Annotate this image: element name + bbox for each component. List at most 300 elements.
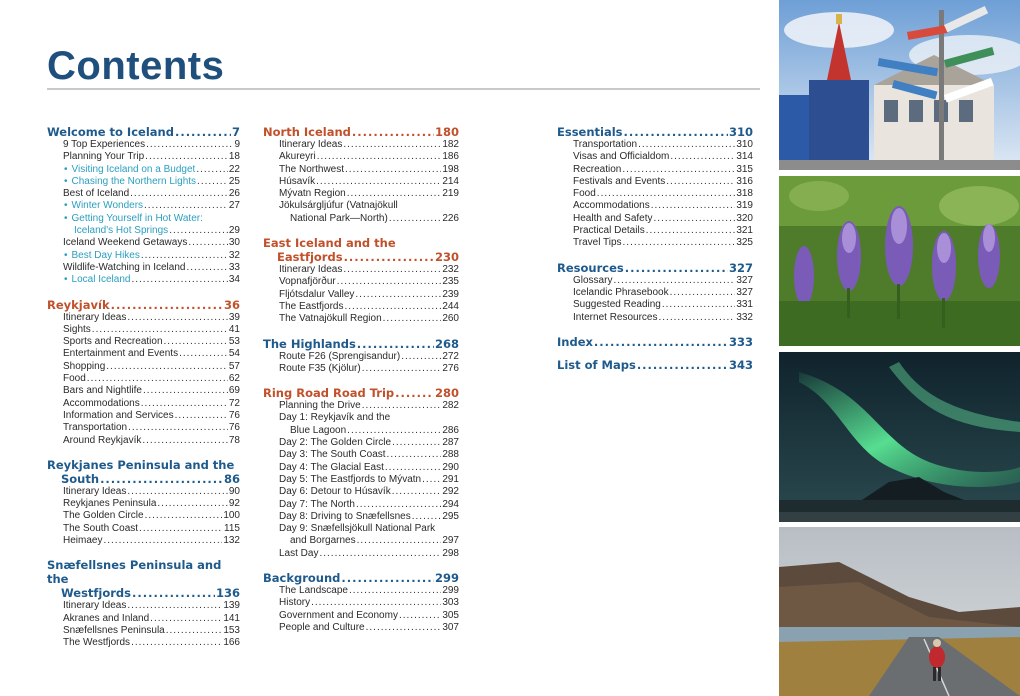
toc-entry[interactable] xyxy=(263,486,459,498)
toc-entry-label: Last Day xyxy=(279,547,319,559)
toc-entry[interactable] xyxy=(47,523,240,535)
toc-entry-label: Jökulsárgljúfur (Vatnajökull xyxy=(279,200,398,212)
toc-entry-page: 153 xyxy=(223,624,240,636)
dot-leader xyxy=(141,250,228,262)
toc-entry[interactable] xyxy=(263,597,459,609)
dot-leader xyxy=(387,449,442,461)
section-heading-label: North Iceland xyxy=(263,125,351,139)
toc-entry-page: 78 xyxy=(228,434,240,446)
dot-leader xyxy=(145,510,223,522)
toc-entry-page: 22 xyxy=(228,163,240,175)
toc-entry-label: Shopping xyxy=(63,360,106,372)
toc-entry[interactable] xyxy=(263,188,459,200)
dot-leader xyxy=(392,437,441,449)
toc-entry-label: Bars and Nightlife xyxy=(63,385,142,397)
section-heading-page: 343 xyxy=(728,357,753,372)
toc-entry-page: 182 xyxy=(442,139,459,150)
toc-entry-label: Snæfellsnes Peninsula xyxy=(63,624,165,636)
toc-entry-page: 290 xyxy=(442,461,459,473)
toc-entry-label: Akranes and Inland xyxy=(63,612,150,624)
section-heading-label: Essentials xyxy=(557,125,623,139)
section-heading[interactable] xyxy=(263,337,459,351)
dot-leader xyxy=(389,213,442,225)
toc-entry-highlight[interactable] xyxy=(47,250,240,262)
toc-entry-label: Day 4: The Glacial East xyxy=(279,461,384,473)
toc-entry-label: The South Coast xyxy=(63,522,139,534)
toc-entry[interactable] xyxy=(263,585,459,597)
toc-entry[interactable] xyxy=(557,275,753,287)
section-heading-page: 86 xyxy=(223,471,240,486)
toc-entry[interactable] xyxy=(263,151,459,163)
dot-leader xyxy=(150,613,222,625)
dot-leader xyxy=(662,299,735,311)
toc-entry[interactable] xyxy=(47,625,240,637)
section-heading[interactable] xyxy=(47,298,240,312)
toc-entry[interactable] xyxy=(263,301,459,313)
toc-entry[interactable] xyxy=(47,324,240,336)
toc-entry-label: Food xyxy=(573,188,596,200)
toc-entry-page: 260 xyxy=(442,313,459,325)
toc-entry-label: Day 9: Snæfellsjökull National Park xyxy=(279,523,436,535)
dot-leader xyxy=(128,422,228,434)
section-heading-page: 268 xyxy=(434,336,459,351)
toc-entry-page: 276 xyxy=(442,362,459,374)
toc-entry[interactable] xyxy=(263,523,459,535)
toc-entry-page: 41 xyxy=(228,323,240,335)
toc-entry-label: Itinerary Ideas xyxy=(63,600,127,612)
toc-entry[interactable] xyxy=(47,410,240,422)
dot-leader xyxy=(345,164,441,176)
toc-entry-label: Reykjanes Peninsula xyxy=(63,498,157,510)
toc-entry-label: The Eastfjords xyxy=(279,300,344,312)
dot-leader xyxy=(347,425,441,437)
dot-leader xyxy=(344,301,441,313)
toc-entry[interactable] xyxy=(263,535,459,547)
toc-entry-page: 298 xyxy=(442,547,459,559)
toc-column-3 xyxy=(557,125,753,381)
section-heading-label: The Highlands xyxy=(263,336,356,351)
section-heading-page: 310 xyxy=(728,125,753,139)
toc-entry-label: Day 3: The South Coast xyxy=(279,449,386,461)
section-east xyxy=(263,236,459,325)
toc-entry[interactable] xyxy=(47,422,240,434)
toc-entry-page: 239 xyxy=(442,288,459,300)
section-heading-page: 333 xyxy=(728,334,753,349)
dot-leader xyxy=(383,313,442,325)
section-heading[interactable] xyxy=(263,386,459,400)
dot-leader xyxy=(666,176,735,188)
section-reykjavik xyxy=(47,298,240,447)
toc-entry-label: Local Iceland xyxy=(71,274,131,286)
section-heading[interactable] xyxy=(557,125,753,139)
toc-entry-page: 30 xyxy=(228,237,240,249)
toc-entry-page: 297 xyxy=(442,535,459,547)
toc-entry-highlight[interactable] xyxy=(47,274,240,286)
section-heading[interactable] xyxy=(557,261,753,275)
toc-entry-label: Accommodations xyxy=(573,200,650,212)
toc-entry[interactable] xyxy=(47,600,240,612)
toc-entry-page: 314 xyxy=(736,151,753,163)
toc-entry-page: 232 xyxy=(442,264,459,276)
toc-entry-label: Accommodations xyxy=(63,397,140,409)
dot-leader xyxy=(356,499,441,511)
toc-entry[interactable] xyxy=(557,225,753,237)
photo-lupine-flowers xyxy=(779,176,1020,346)
toc-entry[interactable] xyxy=(47,613,240,625)
toc-entry-label: Transportation xyxy=(573,139,638,150)
dot-leader xyxy=(343,139,441,151)
toc-entry[interactable] xyxy=(263,437,459,449)
section-heading[interactable] xyxy=(47,472,240,486)
toc-entry-label: Icelandic Phrasebook xyxy=(573,286,669,298)
toc-entry-page: 198 xyxy=(442,163,459,175)
toc-entry-label: Internet Resources xyxy=(573,311,658,323)
toc-entry-page: 282 xyxy=(442,400,459,412)
toc-entry[interactable] xyxy=(263,449,459,461)
toc-entry-page: 307 xyxy=(442,621,459,633)
toc-entry-page: 303 xyxy=(442,597,459,609)
dot-leader xyxy=(651,200,736,212)
toc-entry-page: 54 xyxy=(228,348,240,360)
toc-entry-page: 186 xyxy=(442,151,459,163)
toc-entry-page: 214 xyxy=(442,175,459,187)
dot-leader xyxy=(638,139,735,151)
toc-entry-highlight[interactable] xyxy=(47,213,240,225)
page-title: Contents xyxy=(47,44,225,88)
toc-entry[interactable] xyxy=(557,312,753,324)
toc-entry-label: Planning the Drive xyxy=(279,400,361,412)
toc-entry[interactable] xyxy=(557,151,753,163)
toc-entry-label: Winter Wonders xyxy=(71,200,144,212)
dot-leader xyxy=(646,225,736,237)
dot-leader xyxy=(337,276,442,288)
toc-entry[interactable] xyxy=(557,188,753,200)
section-heading-label: Index xyxy=(557,334,593,349)
dot-leader xyxy=(106,361,228,373)
dot-leader xyxy=(127,312,228,324)
dot-leader xyxy=(131,637,222,649)
bullet-icon: • xyxy=(64,175,68,187)
toc-entry[interactable] xyxy=(47,435,240,447)
dot-leader xyxy=(186,262,227,274)
dot-leader xyxy=(145,151,228,163)
dot-leader xyxy=(316,176,441,188)
toc-entry-page: 18 xyxy=(228,151,240,163)
section-heading-line1[interactable]: East Iceland and the xyxy=(263,236,396,251)
toc-entry[interactable] xyxy=(47,336,240,348)
toc-entry-label: Around Reykjavík xyxy=(63,434,142,446)
section-heading-label: Background xyxy=(263,571,341,586)
title-rule xyxy=(47,88,760,90)
toc-entry-label: National Park—North) xyxy=(290,212,388,224)
toc-entry[interactable] xyxy=(263,313,459,325)
toc-entry[interactable] xyxy=(557,213,753,225)
section-heading-line1[interactable]: Reykjanes Peninsula and the xyxy=(47,457,235,472)
section-heading-page: 7 xyxy=(231,125,240,139)
toc-entry[interactable] xyxy=(47,139,240,151)
dot-leader xyxy=(349,585,441,597)
dot-leader xyxy=(92,324,228,336)
dot-leader xyxy=(146,139,233,151)
toc-entry[interactable] xyxy=(557,287,753,299)
toc-entry[interactable] xyxy=(263,499,459,511)
toc-entry[interactable] xyxy=(263,139,459,151)
toc-entry-label: Best Day Hikes xyxy=(71,249,140,261)
toc-entry-label: The Northwest xyxy=(279,163,345,175)
bullet-icon: • xyxy=(64,274,68,286)
toc-entry[interactable] xyxy=(263,610,459,622)
toc-entry-label: Transportation xyxy=(63,422,128,434)
toc-entry[interactable] xyxy=(47,398,240,410)
toc-entry[interactable] xyxy=(263,363,459,375)
toc-entry-page: 62 xyxy=(228,373,240,385)
toc-entry[interactable] xyxy=(47,373,240,385)
toc-entry-label: Sports and Recreation xyxy=(63,336,163,348)
toc-entry[interactable] xyxy=(47,385,240,397)
toc-entry[interactable] xyxy=(47,498,240,510)
toc-entry-page: 327 xyxy=(736,286,753,298)
dot-leader xyxy=(169,225,228,237)
toc-entry-page: 294 xyxy=(442,498,459,510)
toc-entry[interactable] xyxy=(263,412,459,424)
dot-leader xyxy=(130,188,228,200)
section-heading-label: South xyxy=(61,471,100,486)
dot-leader xyxy=(357,535,442,547)
dot-leader xyxy=(197,176,228,188)
toc-entry[interactable] xyxy=(263,264,459,276)
toc-entry[interactable] xyxy=(263,511,459,523)
toc-entry[interactable] xyxy=(263,462,459,474)
dot-leader xyxy=(179,348,228,360)
toc-entry-page: 226 xyxy=(442,212,459,224)
toc-entry-label: Recreation xyxy=(573,163,622,175)
dot-leader xyxy=(157,498,227,510)
toc-entry-label: History xyxy=(279,597,311,609)
dot-leader xyxy=(622,164,735,176)
toc-entry-label: Food xyxy=(63,373,86,385)
section-welcome xyxy=(47,125,240,287)
toc-entry[interactable] xyxy=(47,361,240,373)
section-heading-label: Ring Road Road Trip xyxy=(263,386,395,401)
toc-entry-page: 9 xyxy=(234,139,240,150)
toc-entry[interactable] xyxy=(263,622,459,634)
section-index xyxy=(557,335,753,349)
toc-entry-page: 76 xyxy=(228,409,240,421)
toc-entry[interactable] xyxy=(47,637,240,649)
toc-entry-label: Information and Services xyxy=(63,409,174,421)
toc-entry-page: 219 xyxy=(442,188,459,200)
toc-entry[interactable] xyxy=(263,425,459,437)
section-heading-page: 136 xyxy=(215,586,240,601)
toc-entry[interactable] xyxy=(557,164,753,176)
toc-entry-page: 291 xyxy=(442,473,459,485)
toc-entry[interactable] xyxy=(557,200,753,212)
toc-entry-page: 332 xyxy=(736,311,753,323)
toc-entry[interactable] xyxy=(47,348,240,360)
toc-entry-label: Chasing the Northern Lights xyxy=(71,175,197,187)
dot-leader xyxy=(175,410,228,422)
section-heading[interactable] xyxy=(557,335,753,349)
dot-leader xyxy=(103,535,222,547)
toc-entry[interactable] xyxy=(47,312,240,324)
toc-entry-page: 32 xyxy=(228,249,240,261)
toc-entry-highlight[interactable] xyxy=(47,176,240,188)
toc-entry-label: Vopnafjörður xyxy=(279,276,336,288)
toc-entry-label: Blue Lagoon xyxy=(290,424,347,436)
toc-entry[interactable] xyxy=(263,213,459,225)
photo-church-signposts xyxy=(779,0,1020,170)
dot-leader xyxy=(659,312,736,324)
toc-entry[interactable] xyxy=(557,299,753,311)
section-heading-page: 230 xyxy=(434,250,459,265)
toc-entry[interactable] xyxy=(263,289,459,301)
section-heading-label: List of Maps xyxy=(557,357,636,372)
toc-entry-highlight[interactable] xyxy=(47,164,240,176)
toc-entry[interactable] xyxy=(47,151,240,163)
toc-entry[interactable] xyxy=(263,276,459,288)
toc-entry-label: Day 8: Driving to Snæfellsnes xyxy=(279,510,411,522)
toc-entry[interactable] xyxy=(47,510,240,522)
dot-leader xyxy=(139,523,223,535)
toc-entry-page: 235 xyxy=(442,276,459,288)
dot-leader xyxy=(166,625,223,637)
section-heading[interactable] xyxy=(557,358,753,372)
toc-entry-label: 9 Top Experiences xyxy=(63,139,146,150)
toc-entry[interactable] xyxy=(263,164,459,176)
dot-leader xyxy=(623,237,736,249)
dot-leader xyxy=(385,462,441,474)
section-heading-label: Eastfjords xyxy=(277,250,343,265)
toc-entry-page: 319 xyxy=(736,200,753,212)
section-heading[interactable] xyxy=(263,250,459,264)
dot-leader xyxy=(141,398,228,410)
dot-leader xyxy=(355,289,441,301)
toc-entry-label: Iceland's Hot Springs xyxy=(74,225,169,237)
dot-leader xyxy=(422,474,441,486)
section-heading-page: 36 xyxy=(223,297,240,312)
toc-entry[interactable] xyxy=(263,200,459,212)
section-heading-page: 327 xyxy=(728,260,753,275)
toc-entry[interactable] xyxy=(263,548,459,560)
toc-entry[interactable] xyxy=(47,486,240,498)
section-heading[interactable] xyxy=(47,125,240,139)
dot-leader xyxy=(597,188,736,200)
section-heading[interactable] xyxy=(263,125,459,139)
toc-entry[interactable] xyxy=(47,188,240,200)
toc-entry-page: 320 xyxy=(736,212,753,224)
toc-entry[interactable] xyxy=(47,535,240,547)
toc-entry-page: 299 xyxy=(442,585,459,597)
toc-entry-page: 132 xyxy=(223,535,240,547)
dot-leader xyxy=(401,351,441,363)
toc-entry-label: Itinerary Ideas xyxy=(63,485,127,497)
bullet-icon: • xyxy=(64,212,68,224)
toc-entry-page: 287 xyxy=(442,437,459,449)
toc-entry-label: Route F26 (Sprengisandur) xyxy=(279,350,401,362)
toc-entry-page: 115 xyxy=(224,522,240,534)
toc-entry-page: 26 xyxy=(228,188,240,200)
dot-leader xyxy=(362,400,442,412)
toc-entry-label: Húsavík xyxy=(279,175,316,187)
toc-entry-label: Day 7: The North xyxy=(279,498,355,510)
toc-entry-highlight[interactable] xyxy=(47,225,240,237)
toc-entry[interactable] xyxy=(47,237,240,249)
toc-entry-label: Getting Yourself in Hot Water: xyxy=(71,212,203,224)
toc-entry-page: 29 xyxy=(228,225,240,237)
dot-leader xyxy=(127,600,222,612)
dot-leader xyxy=(87,373,228,385)
toc-entry-label: Festivals and Events xyxy=(573,175,666,187)
section-heading[interactable] xyxy=(263,571,459,585)
toc-entry-label: Day 5: The Eastfjords to Mývatn xyxy=(279,473,422,485)
section-heading-line1[interactable]: Snæfellsnes Peninsula and the xyxy=(47,558,222,587)
toc-entry-page: 25 xyxy=(228,175,240,187)
section-snaefellsnes xyxy=(47,558,240,649)
toc-entry-page: 318 xyxy=(736,188,753,200)
toc-entry[interactable] xyxy=(557,176,753,188)
toc-entry-highlight[interactable] xyxy=(47,200,240,212)
toc-entry-page: 292 xyxy=(442,486,459,498)
toc-entry-page: 286 xyxy=(442,424,459,436)
toc-entry-label: Visiting Iceland on a Budget xyxy=(71,163,196,175)
toc-entry[interactable] xyxy=(47,262,240,274)
toc-entry-page: 27 xyxy=(228,200,240,212)
toc-entry-label: Glossary xyxy=(573,274,613,286)
section-heading[interactable] xyxy=(47,586,240,600)
dot-leader xyxy=(392,486,442,498)
toc-entry[interactable] xyxy=(263,176,459,188)
dot-leader xyxy=(362,363,442,375)
toc-entry-page: 53 xyxy=(228,336,240,348)
section-essentials xyxy=(557,125,753,250)
section-heading-page: 299 xyxy=(434,571,459,586)
section-heading-page: 280 xyxy=(434,386,459,401)
section-resources xyxy=(557,261,753,324)
toc-entry-label: Sights xyxy=(63,323,91,335)
toc-entry[interactable] xyxy=(557,139,753,151)
photo-northern-lights xyxy=(779,352,1020,522)
toc-entry-page: 327 xyxy=(736,274,753,286)
toc-entry-page: 33 xyxy=(228,261,240,273)
toc-column-1 xyxy=(47,125,240,659)
toc-entry[interactable] xyxy=(263,351,459,363)
toc-entry-page: 305 xyxy=(442,609,459,621)
toc-entry-page: 310 xyxy=(736,139,753,150)
dot-leader xyxy=(164,336,228,348)
toc-entry[interactable] xyxy=(557,237,753,249)
dot-leader xyxy=(142,435,228,447)
section-heading-label: Reykjavík xyxy=(47,297,110,312)
toc-entry-page: 100 xyxy=(223,510,240,522)
section-heading-page: 180 xyxy=(434,125,459,139)
toc-entry[interactable] xyxy=(263,474,459,486)
toc-entry-label: Itinerary Ideas xyxy=(63,311,127,323)
toc-entry-page: 34 xyxy=(228,274,240,286)
dot-leader xyxy=(131,274,227,286)
toc-entry-page: 272 xyxy=(442,350,459,362)
section-heading-label: Westfjords xyxy=(61,586,132,601)
bullet-icon: • xyxy=(64,163,68,175)
toc-entry-page: 316 xyxy=(736,175,753,187)
section-heading-label: Welcome to Iceland xyxy=(47,125,174,139)
toc-entry[interactable] xyxy=(263,400,459,412)
section-background xyxy=(263,571,459,634)
toc-entry-page: 141 xyxy=(223,612,240,624)
dot-leader xyxy=(196,164,228,176)
toc-column-2 xyxy=(263,125,459,643)
toc-entry-page: 92 xyxy=(228,498,240,510)
toc-entry-label: The Golden Circle xyxy=(63,510,144,522)
